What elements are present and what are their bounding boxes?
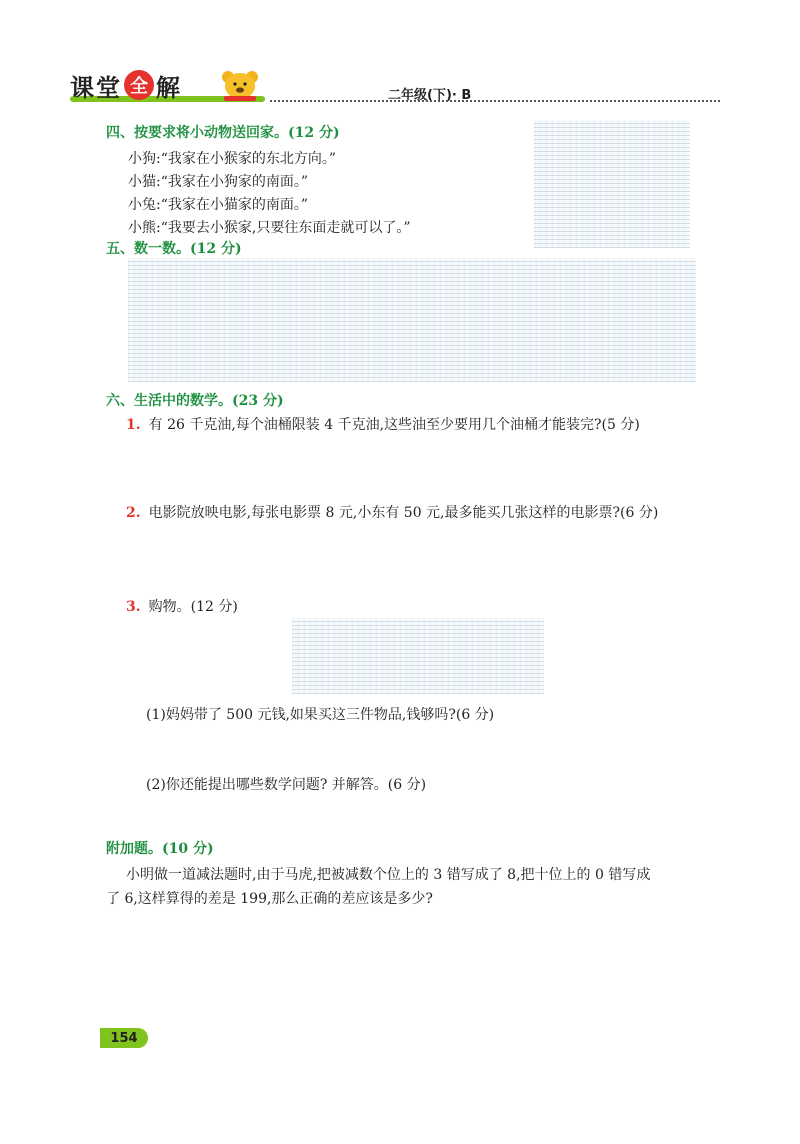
section-4-line-cat: 小猫:“我家在小狗家的南面。” [128,174,309,190]
section-5-score: (12 分) [190,241,242,257]
section-5-title [106,238,242,258]
section-5-title-text: 五、数一数。 [106,241,190,257]
logo-char: 课 [70,73,94,102]
question-1-number: 1. [126,417,141,433]
bonus-title [106,838,214,858]
question-1-text: 有 26 千克油,每个油桶限装 4 千克油,这些油至少要用几个油桶才能装完?(5 分) [148,417,640,433]
logo-char: 解 [156,73,180,102]
shopping-items-image [292,618,544,694]
section-4-score: (12 分) [288,125,340,141]
question-2-number: 2. [126,505,141,521]
book-logo [70,66,182,104]
section-4-title [106,122,340,142]
question-1 [126,414,640,434]
bonus-score: (10 分) [162,841,214,857]
section-4-line-bear: 小熊:“我要去小猴家,只要往东面走就可以了。” [128,220,411,236]
animal-homes-map-image [534,120,690,248]
logo-char: 堂 [96,73,120,102]
question-3-number: 3. [126,599,141,615]
question-3 [126,596,238,616]
logo-circle-char: 全 [124,70,154,100]
header-dotted-rule [270,100,720,102]
counting-figures-image [128,258,696,382]
section-4-line-rabbit: 小兔:“我家在小猫家的南面。” [128,197,309,213]
section-6-score: (23 分) [232,393,284,409]
page-header [70,66,720,106]
question-2-text: 电影院放映电影,每张电影票 8 元,小东有 50 元,最多能买几张这样的电影票?(6 分) [148,505,659,521]
question-3-sub-2: (2)你还能提出哪些数学问题? 并解答。(6 分) [146,777,427,793]
bonus-line-2: 了 6,这样算得的差是 199,那么正确的差应该是多少? [106,891,433,907]
section-6-title-text: 六、生活中的数学。 [106,393,232,409]
grade-label: 二年级(下)· B [388,88,472,103]
question-2 [126,502,658,522]
section-4-title-text: 四、按要求将小动物送回家。 [106,125,288,141]
page-number: 154 [100,1028,148,1048]
section-4-line-dog: 小狗:“我家在小猴家的东北方向。” [128,151,337,167]
section-6-title [106,390,284,410]
question-3-sub-1: (1)妈妈带了 500 元钱,如果买这三件物品,钱够吗?(6 分) [146,707,495,723]
question-3-text: 购物。(12 分) [148,599,238,615]
bonus-title-text: 附加题。 [106,841,162,857]
bonus-line-1: 小明做一道减法题时,由于马虎,把被减数个位上的 3 错写成了 8,把十位上的 0 错写成 [126,867,651,883]
bear-mascot-icon [218,68,262,102]
